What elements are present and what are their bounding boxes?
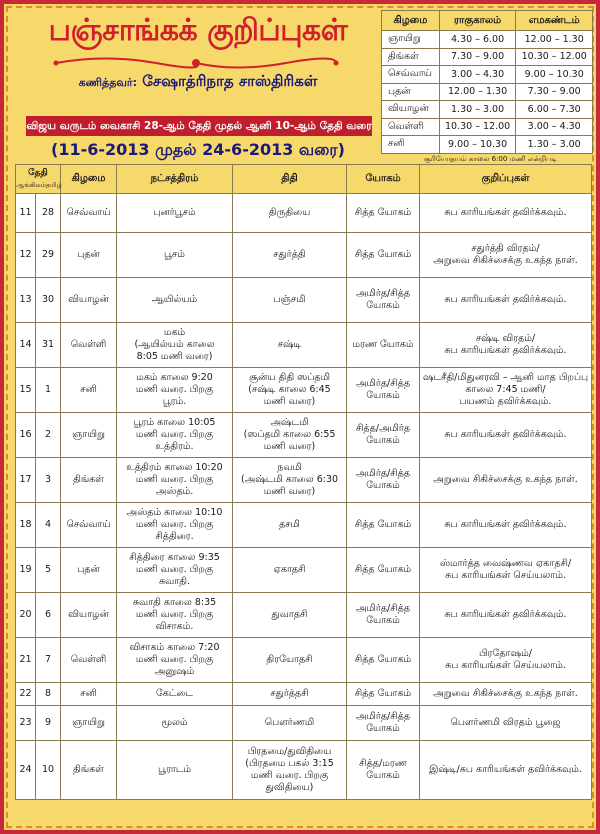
day-cell: வெள்ளி <box>61 323 117 368</box>
date-tamil: 3 <box>36 458 61 503</box>
star-cell: விசாகம் காலை 7:20 மணி வரை. பிறகு அனுஷம் <box>117 638 233 683</box>
date-tamil: 6 <box>36 593 61 638</box>
table-row <box>16 458 592 503</box>
tithi-cell: திரயோதசி <box>233 638 347 683</box>
ornament-divider-icon <box>46 56 346 70</box>
rk-rahu: 3.00 – 4.30 <box>439 66 516 84</box>
rk-row <box>382 31 593 49</box>
star-cell: கேட்டை <box>117 683 233 706</box>
rahu-kalam-table <box>381 10 593 154</box>
rk-rahu: 9.00 – 10.30 <box>439 136 516 154</box>
table-row <box>16 194 592 233</box>
date-english: 17 <box>16 458 36 503</box>
remarks-cell: ஸ்மார்த்த வைஷ்ணவ ஏகாதசி/ சுப காரியங்கள் செய்யலாம். <box>420 548 592 593</box>
day-cell: ஞாயிறு <box>61 413 117 458</box>
day-cell: வியாழன் <box>61 278 117 323</box>
tithi-cell: தசமி <box>233 503 347 548</box>
day-cell: சனி <box>61 368 117 413</box>
rk-ema: 6.00 – 7.30 <box>516 101 593 119</box>
header-star: நட்சத்திரம் <box>117 165 233 194</box>
date-english: 22 <box>16 683 36 706</box>
tithi-cell: சூன்ய திதி ஸப்தமி (சஷ்டி காலை 6:45 மணி வரை) <box>233 368 347 413</box>
remarks-cell: சுப காரியங்கள் தவிர்க்கவும். <box>420 503 592 548</box>
tithi-cell: சதுர்த்தி <box>233 233 347 278</box>
star-cell: பூசம் <box>117 233 233 278</box>
yogam-cell: சித்த யோகம் <box>347 683 420 706</box>
table-row <box>16 548 592 593</box>
date-english: 13 <box>16 278 36 323</box>
tithi-cell: சதுர்த்தசி <box>233 683 347 706</box>
tithi-cell: பஞ்சமி <box>233 278 347 323</box>
rk-ema: 1.30 – 3.00 <box>516 136 593 154</box>
yogam-cell: சித்த யோகம் <box>347 503 420 548</box>
rk-row <box>382 101 593 119</box>
date-english: 21 <box>16 638 36 683</box>
author-line <box>22 72 374 92</box>
star-cell: சித்திரை காலை 9:35 மணி வரை. பிறகு சுவாதி. <box>117 548 233 593</box>
remarks-cell: பௌர்ணமி விரதம் பூஜை <box>420 706 592 741</box>
star-cell: ஆயில்யம் <box>117 278 233 323</box>
rk-day: திங்கள் <box>382 48 440 66</box>
yogam-cell: மரண யோகம் <box>347 323 420 368</box>
day-cell: புதன் <box>61 233 117 278</box>
header-remarks: குறிப்புகள் <box>420 165 592 194</box>
header-date-label: தேதி <box>28 168 48 178</box>
table-row <box>16 593 592 638</box>
panchangam-table <box>15 164 592 800</box>
rk-header-day: கிழமை <box>382 11 440 31</box>
rk-ema: 10.30 – 12.00 <box>516 48 593 66</box>
date-tamil: 31 <box>36 323 61 368</box>
star-cell: சுவாதி காலை 8:35 மணி வரை. பிறகு விசாகம். <box>117 593 233 638</box>
tithi-cell: அஷ்டமி (ஸப்தமி காலை 6:55 மணி வரை) <box>233 413 347 458</box>
rk-day: சனி <box>382 136 440 154</box>
table-row <box>16 683 592 706</box>
rk-rahu: 10.30 – 12.00 <box>439 118 516 136</box>
star-cell: மூலம் <box>117 706 233 741</box>
yogam-cell: அமிர்த/சித்த யோகம் <box>347 593 420 638</box>
date-english: 23 <box>16 706 36 741</box>
remarks-cell: இஷ்டி/சுப காரியங்கள் தவிர்க்கவும். <box>420 741 592 800</box>
star-cell: புனர்பூசம் <box>117 194 233 233</box>
rk-day: ஞாயிறு <box>382 31 440 49</box>
remarks-cell: சுப காரியங்கள் தவிர்க்கவும். <box>420 278 592 323</box>
date-tamil: 7 <box>36 638 61 683</box>
rk-ema: 12.00 – 1.30 <box>516 31 593 49</box>
yogam-cell: சித்த யோகம் <box>347 233 420 278</box>
date-tamil: 1 <box>36 368 61 413</box>
date-english: 14 <box>16 323 36 368</box>
day-cell: வியாழன் <box>61 593 117 638</box>
day-cell: செவ்வாய் <box>61 503 117 548</box>
rk-row <box>382 118 593 136</box>
header-date-tamil: தமிழ் <box>45 181 62 189</box>
date-english: 18 <box>16 503 36 548</box>
date-tamil: 28 <box>36 194 61 233</box>
range-banner: விஜய வருடம் வைகாசி 28-ஆம் தேதி முதல் ஆனி 10-ஆம் தேதி வரை <box>26 116 372 136</box>
date-tamil: 29 <box>36 233 61 278</box>
star-cell: மகம் (ஆயில்யம் காலை 8:05 மணி வரை) <box>117 323 233 368</box>
tithi-cell: துவாதசி <box>233 593 347 638</box>
day-cell: வெள்ளி <box>61 638 117 683</box>
rk-rahu: 12.00 – 1.30 <box>439 83 516 101</box>
date-tamil: 5 <box>36 548 61 593</box>
table-row <box>16 413 592 458</box>
table-row <box>16 638 592 683</box>
tithi-cell: திருதியை <box>233 194 347 233</box>
table-row <box>16 706 592 741</box>
remarks-cell: சுப காரியங்கள் தவிர்க்கவும். <box>420 593 592 638</box>
yogam-cell: சித்த யோகம் <box>347 194 420 233</box>
rk-day: செவ்வாய் <box>382 66 440 84</box>
table-row <box>16 323 592 368</box>
yogam-cell: சித்த/அமிர்த யோகம் <box>347 413 420 458</box>
star-cell: உத்திரம் காலை 10:20 மணி வரை. பிறகு அஸ்தம். <box>117 458 233 503</box>
remarks-cell: அறுவை சிகிச்சைக்கு உகந்த நாள். <box>420 683 592 706</box>
header-date <box>16 165 61 194</box>
header-yogam: யோகம் <box>347 165 420 194</box>
star-cell: பூரம் காலை 10:05 மணி வரை. பிறகு உத்திரம். <box>117 413 233 458</box>
rk-row <box>382 136 593 154</box>
date-english: 16 <box>16 413 36 458</box>
star-cell: பூராடம் <box>117 741 233 800</box>
rk-row <box>382 66 593 84</box>
table-row <box>16 741 592 800</box>
remarks-cell: பிரதோஷம்/ சுப காரியங்கள் செய்யலாம். <box>420 638 592 683</box>
rk-header-rahu: ராகுகாலம் <box>439 11 516 31</box>
date-english: 20 <box>16 593 36 638</box>
tithi-cell: ஏகாதசி <box>233 548 347 593</box>
star-cell: மகம் காலை 9:20 மணி வரை. பிறகு பூரம். <box>117 368 233 413</box>
header-date-english: ஆங்கிலம் <box>16 181 46 189</box>
table-row <box>16 233 592 278</box>
header <box>16 8 378 158</box>
remarks-cell: ஷடசீதி/மிதுனரவி – ஆனி மாத பிறப்பு காலை 7:45 மணி/ பயணம் தவிர்க்கவும். <box>420 368 592 413</box>
rk-day: வியாழன் <box>382 101 440 119</box>
tithi-cell: பிரதமை/துவிதியை (பிரதமை பகல் 3:15 மணி வரை. பிறகு துவிதியை) <box>233 741 347 800</box>
date-tamil: 8 <box>36 683 61 706</box>
yogam-cell: சித்த யோகம் <box>347 638 420 683</box>
remarks-cell: சுப காரியங்கள் தவிர்க்கவும். <box>420 413 592 458</box>
date-tamil: 2 <box>36 413 61 458</box>
yogam-cell: அமிர்த/சித்த யோகம் <box>347 458 420 503</box>
star-cell: அஸ்தம் காலை 10:10 மணி வரை. பிறகு சித்திரை. <box>117 503 233 548</box>
date-english: 11 <box>16 194 36 233</box>
date-english: 19 <box>16 548 36 593</box>
yogam-cell: அமிர்த/சித்த யோகம் <box>347 368 420 413</box>
table-row <box>16 278 592 323</box>
yogam-cell: சித்த/மரண யோகம் <box>347 741 420 800</box>
rk-ema: 9.00 – 10.30 <box>516 66 593 84</box>
date-tamil: 9 <box>36 706 61 741</box>
table-row <box>16 503 592 548</box>
date-tamil: 10 <box>36 741 61 800</box>
tithi-cell: பௌர்ணமி <box>233 706 347 741</box>
day-cell: செவ்வாய் <box>61 194 117 233</box>
date-tamil: 30 <box>36 278 61 323</box>
rk-rahu: 7.30 – 9.00 <box>439 48 516 66</box>
rk-ema: 3.00 – 4.30 <box>516 118 593 136</box>
remarks-cell: அறுவை சிகிச்சைக்கு உகந்த நாள். <box>420 458 592 503</box>
rk-rahu: 4.30 – 6.00 <box>439 31 516 49</box>
author-label: கணித்தவர்: <box>78 76 138 89</box>
yogam-cell: அமிர்த/சித்த யோகம் <box>347 706 420 741</box>
date-english: 12 <box>16 233 36 278</box>
rk-header-ema: எமகண்டம் <box>516 11 593 31</box>
remarks-cell: சுப காரியங்கள் தவிர்க்கவும். <box>420 194 592 233</box>
day-cell: திங்கள் <box>61 458 117 503</box>
tithi-cell: சஷ்டி <box>233 323 347 368</box>
rk-day: வெள்ளி <box>382 118 440 136</box>
remarks-cell: சதுர்த்தி விரதம்/ அறுவை சிகிச்சைக்கு உகந்த நாள். <box>420 233 592 278</box>
tithi-cell: நவமி (அஷ்டமி காலை 6:30 மணி வரை) <box>233 458 347 503</box>
range-dates: (11-6-2013 முதல் 24-6-2013 வரை) <box>51 140 345 159</box>
rk-day: புதன் <box>382 83 440 101</box>
rk-row <box>382 48 593 66</box>
date-tamil: 4 <box>36 503 61 548</box>
date-english: 24 <box>16 741 36 800</box>
header-tithi: திதி <box>233 165 347 194</box>
sunrise-note: சூரியோதயம் காலை 6:00 மணி என்றிபடி <box>424 155 557 163</box>
day-cell: திங்கள் <box>61 741 117 800</box>
day-cell: சனி <box>61 683 117 706</box>
remarks-cell: சஷ்டி விரதம்/ சுப காரியங்கள் தவிர்க்கவும். <box>420 323 592 368</box>
day-cell: ஞாயிறு <box>61 706 117 741</box>
page-title: பஞ்சாங்கக் குறிப்புகள் <box>48 13 348 48</box>
rk-rahu: 1.30 – 3.00 <box>439 101 516 119</box>
rk-ema: 7.30 – 9.00 <box>516 83 593 101</box>
date-english: 15 <box>16 368 36 413</box>
header-day: கிழமை <box>61 165 117 194</box>
yogam-cell: சித்த யோகம் <box>347 548 420 593</box>
author-name: சேஷாத்ரிநாத சாஸ்திரிகள் <box>142 72 318 90</box>
yogam-cell: அமிர்த/சித்த யோகம் <box>347 278 420 323</box>
day-cell: புதன் <box>61 548 117 593</box>
table-row <box>16 368 592 413</box>
rk-row <box>382 83 593 101</box>
